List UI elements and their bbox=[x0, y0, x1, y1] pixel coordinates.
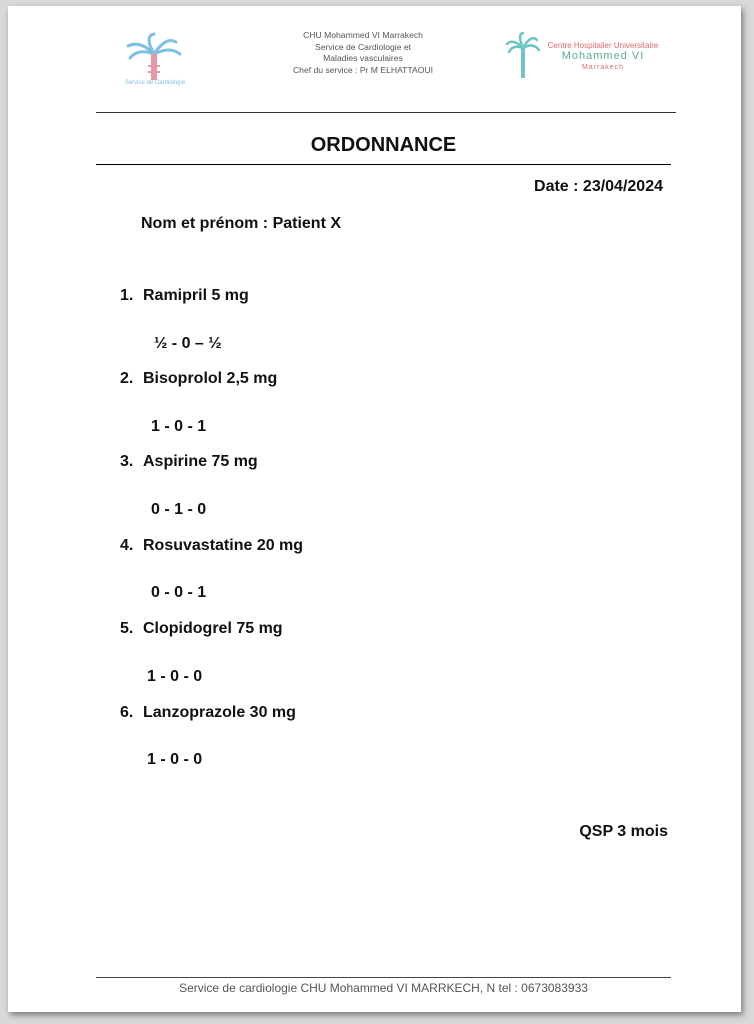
prescription-page bbox=[8, 6, 741, 1012]
left-logo-caption: Service de Cardiologie bbox=[124, 80, 186, 86]
patient-name: Nom et prénom : Patient X bbox=[141, 215, 342, 232]
medication-number: 3. bbox=[120, 453, 134, 470]
medication-name: Bisoprolol 2,5 mg bbox=[143, 370, 278, 387]
medication-number: 6. bbox=[120, 704, 134, 721]
medication-name: Aspirine 75 mg bbox=[143, 453, 258, 470]
document-title: ORDONNANCE bbox=[310, 134, 457, 156]
header-line-3: Maladies vasculaires bbox=[323, 53, 403, 63]
title-underline bbox=[96, 164, 671, 165]
medication-name: Clopidogrel 75 mg bbox=[143, 620, 283, 637]
medication-number: 5. bbox=[120, 620, 134, 637]
medication-item bbox=[120, 287, 249, 305]
prescription-date: Date : 23/04/2024 bbox=[534, 178, 663, 195]
footer-divider bbox=[96, 977, 671, 978]
medication-number: 1. bbox=[120, 287, 134, 304]
medication-number: 2. bbox=[120, 370, 134, 387]
chu-logo-text bbox=[541, 40, 665, 73]
page-footer: Service de cardiologie CHU Mohammed VI MARRKECH, N tel : 0673083933 bbox=[179, 981, 588, 995]
header-line-4: Chef du service : Pr M ELHATTAOUI bbox=[292, 64, 434, 75]
medication-item bbox=[120, 537, 303, 555]
medication-name: Rosuvastatine 20 mg bbox=[143, 537, 304, 554]
medication-dosage: ½ - 0 – ½ bbox=[154, 335, 222, 352]
medication-number: 4. bbox=[120, 537, 134, 554]
medication-dosage: 1 - 0 - 0 bbox=[147, 751, 203, 768]
chu-logo-line-3: Marrakech bbox=[581, 64, 625, 71]
medication-dosage: 1 - 0 - 0 bbox=[147, 668, 203, 685]
medication-item bbox=[120, 704, 296, 722]
header-line-2: Service de Cardiologie et bbox=[314, 41, 412, 52]
chu-logo bbox=[505, 32, 665, 82]
medication-name: Lanzoprazole 30 mg bbox=[143, 704, 296, 721]
header-divider bbox=[96, 112, 676, 113]
cardiology-logo bbox=[110, 32, 200, 90]
medication-dosage: 0 - 0 - 1 bbox=[151, 584, 207, 601]
chu-logo-line-1: Centre Hospitalier Universitaire bbox=[547, 41, 659, 50]
medication-dosage: 1 - 0 - 1 bbox=[151, 418, 207, 435]
medication-item bbox=[120, 370, 277, 388]
chu-logo-line-2: Mohammed VI bbox=[561, 50, 645, 62]
chu-palm-icon bbox=[505, 32, 541, 82]
hospital-header bbox=[248, 30, 478, 76]
qsp-duration: QSP 3 mois bbox=[579, 823, 668, 840]
medication-dosage: 0 - 1 - 0 bbox=[151, 501, 207, 518]
medication-name: Ramipril 5 mg bbox=[143, 287, 249, 304]
header-line-1: CHU Mohammed VI Marrakech bbox=[303, 30, 423, 40]
medication-item bbox=[120, 620, 283, 638]
medication-item bbox=[120, 453, 258, 471]
